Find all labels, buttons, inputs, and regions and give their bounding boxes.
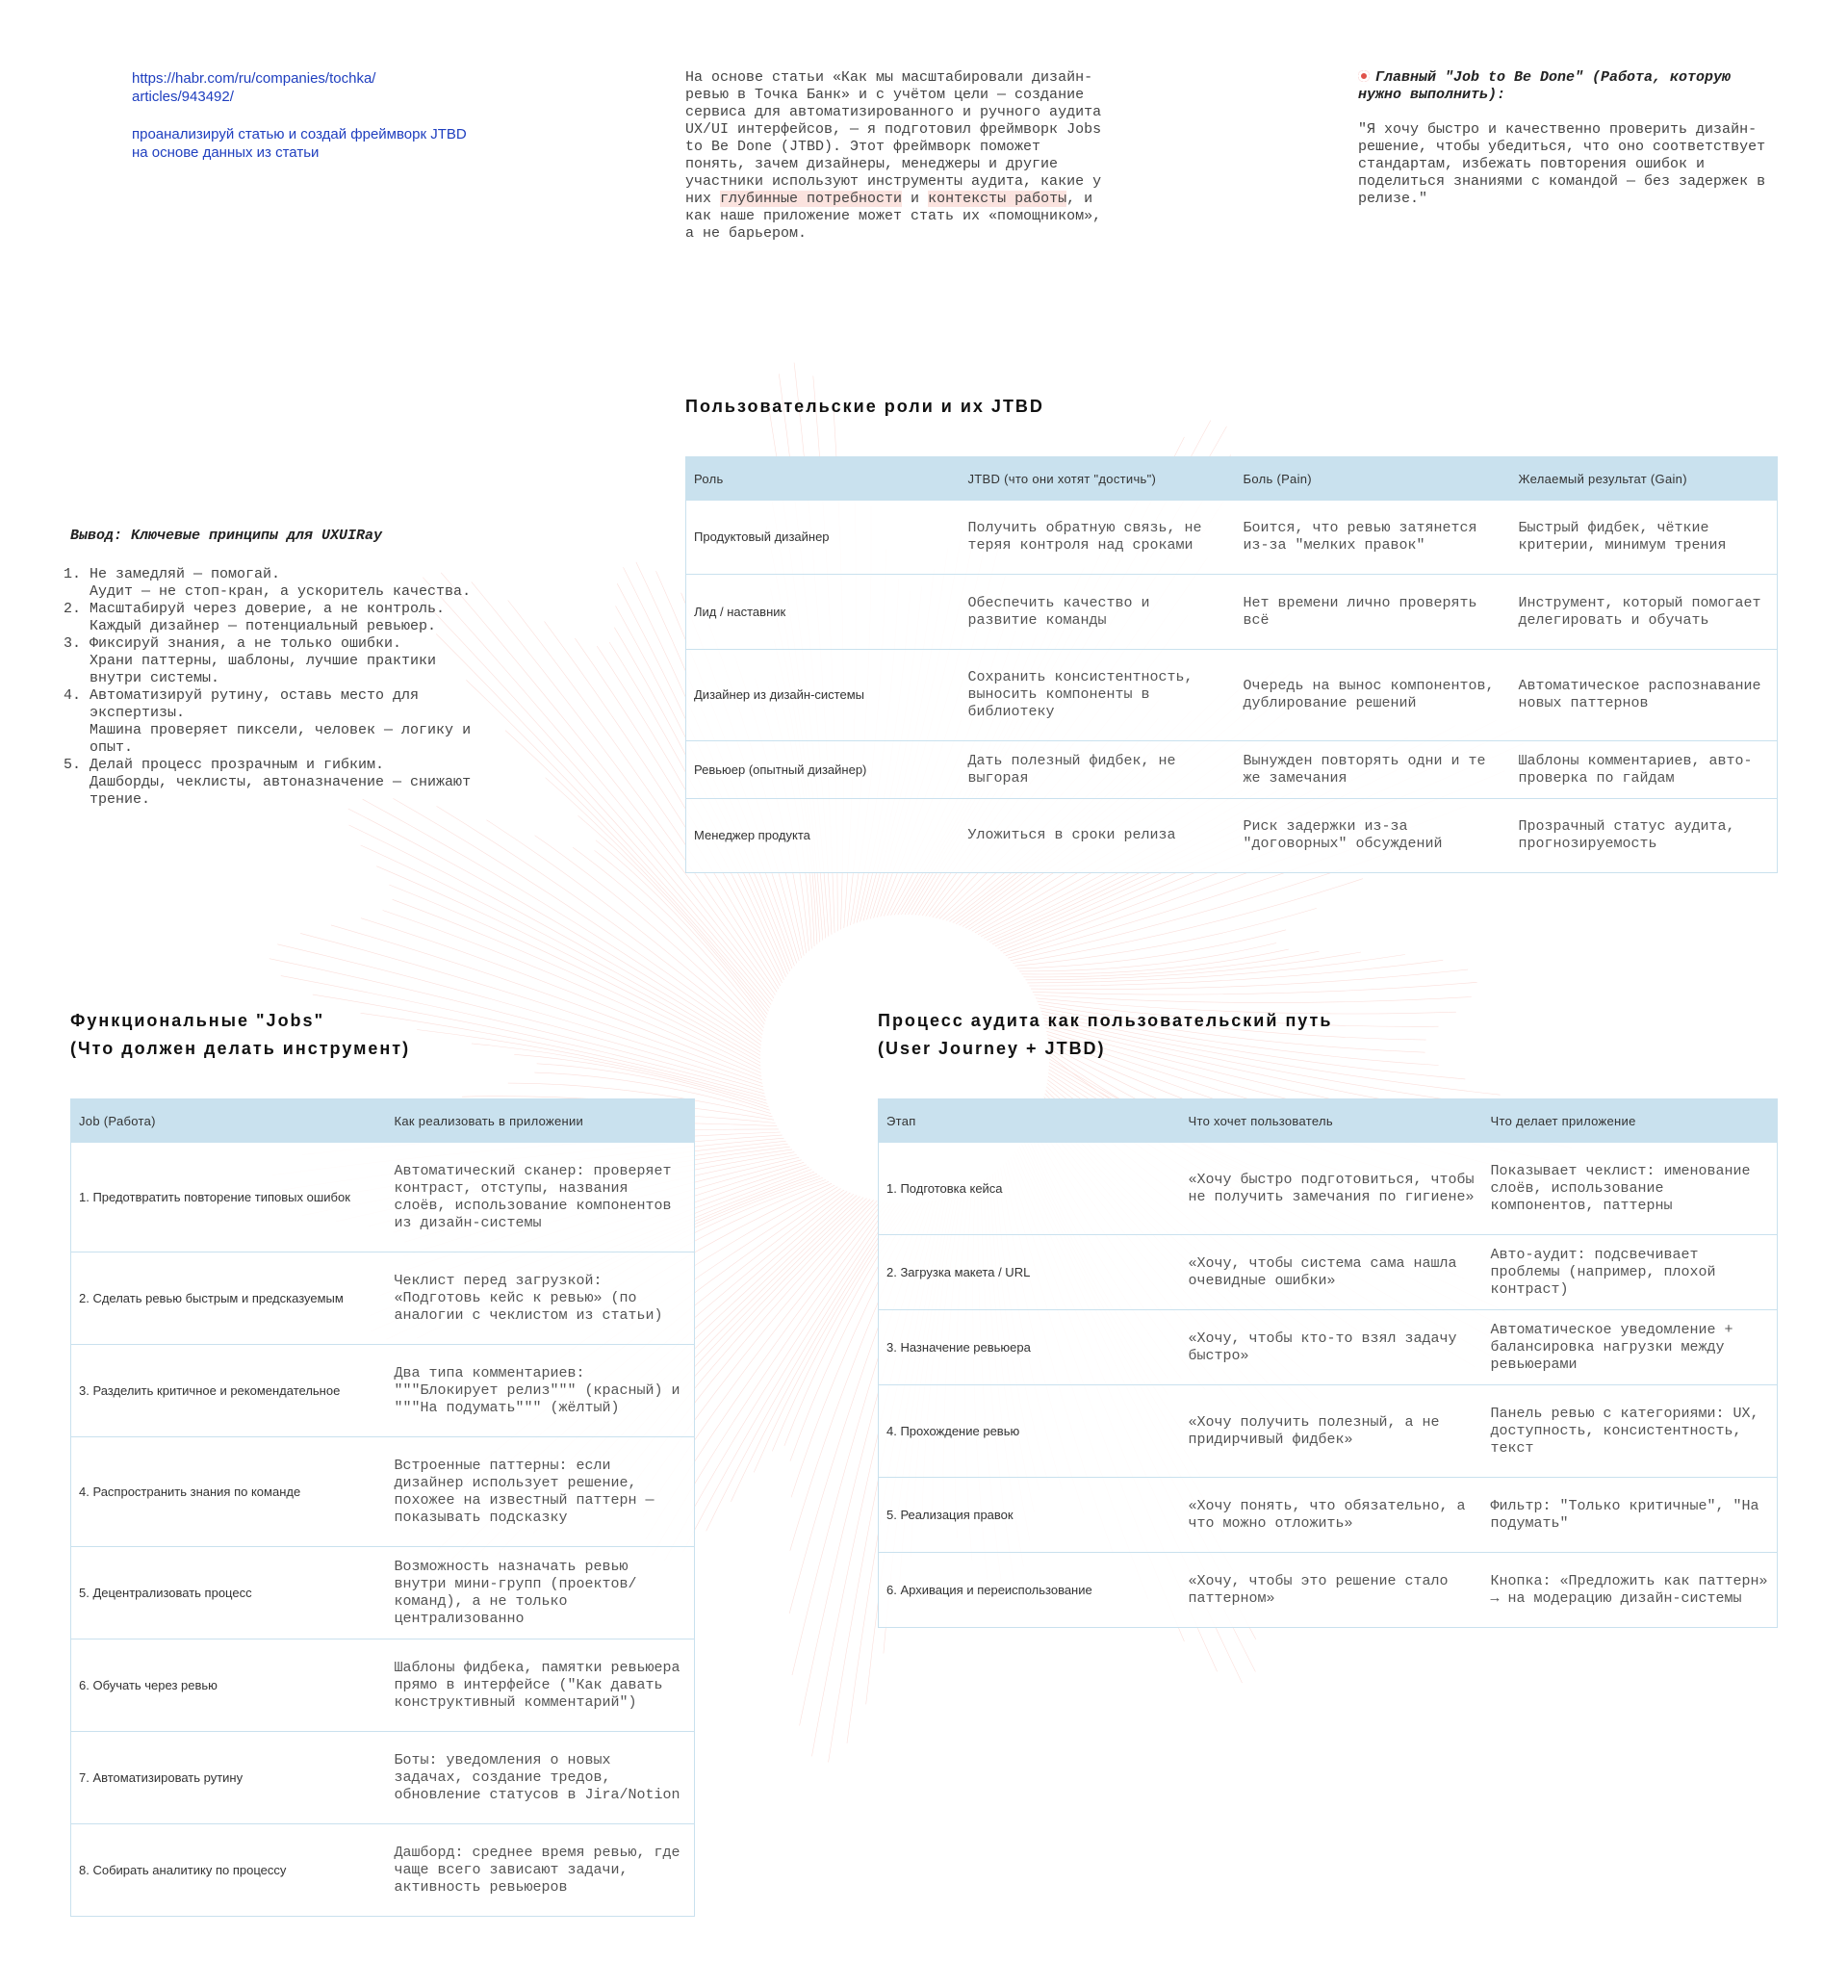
functional-header-row bbox=[71, 1099, 695, 1143]
journey-stage: 2. Загрузка макета / URL bbox=[879, 1235, 1181, 1310]
principles-list bbox=[70, 566, 494, 809]
intro-text-before: На основе статьи «Как мы масштабировали дизайн-ревью в Точка Банк» и с учётом цели — создание сервиса для автоматизированного и ручного аудита UX/UI интерфейсов, — я подготовил фреймворк Jobs to Be Done (JTBD). Этот фреймворк поможет понять, зачем дизайнеры, менеджеры и другие участники используют инструменты аудита, какие у них bbox=[685, 69, 1102, 207]
principle-item bbox=[90, 635, 494, 687]
journey-user-want: «Хочу, чтобы кто-то взял задачу быстро» bbox=[1181, 1310, 1483, 1385]
prompt-line2: на основе данных из статьи bbox=[132, 144, 320, 161]
conclusion-heading: Вывод: Ключевые принципы для UXUIRay bbox=[70, 528, 383, 544]
role-name: Ревьюер (опытный дизайнер) bbox=[686, 741, 961, 799]
table-row bbox=[71, 1547, 695, 1639]
functional-section-title bbox=[70, 1007, 410, 1063]
role-gain: Быстрый фидбек, чёткие критерии, минимум трения bbox=[1511, 501, 1778, 575]
roles-table bbox=[685, 456, 1778, 873]
job-name: 2. Сделать ревью быстрым и предсказуемым bbox=[71, 1252, 387, 1345]
journey-user-want: «Хочу понять, что обязательно, а что можно отложить» bbox=[1181, 1478, 1483, 1553]
journey-header-app-does: Что делает приложение bbox=[1483, 1099, 1778, 1143]
table-row bbox=[71, 1437, 695, 1547]
role-jtbd: Сохранить консистентность, выносить компоненты в библиотеку bbox=[961, 650, 1236, 741]
job-implementation: Чеклист перед загрузкой: «Подготовь кейс к ревью» (по аналогии с чеклистом из статьи) bbox=[387, 1252, 695, 1345]
job-implementation: Шаблоны фидбека, памятки ревьюера прямо в интерфейсе ("Как давать конструктивный комментарий") bbox=[387, 1639, 695, 1732]
role-pain: Нет времени лично проверять всё bbox=[1236, 575, 1511, 650]
table-row bbox=[879, 1235, 1778, 1310]
journey-header-user-wants: Что хочет пользователь bbox=[1181, 1099, 1483, 1143]
journey-app-action: Автоматическое уведомление + балансировка нагрузки между ревьюерами bbox=[1483, 1310, 1778, 1385]
principle-title: 5. Делай процесс прозрачным и гибким. bbox=[90, 757, 385, 773]
principle-title: 3. Фиксируй знания, а не только ошибки. bbox=[90, 635, 402, 652]
conclusion-block bbox=[70, 528, 494, 809]
table-row bbox=[686, 575, 1778, 650]
principle-detail: Храни паттерны, шаблоны, лучшие практики внутри системы. bbox=[90, 653, 437, 686]
intro-text-after: , и как наше приложение может стать их «помощником», а не барьером. bbox=[685, 191, 1102, 242]
functional-header-job: Job (Работа) bbox=[71, 1099, 387, 1143]
journey-stage: 4. Прохождение ревью bbox=[879, 1385, 1181, 1478]
user-prompt bbox=[132, 125, 536, 162]
role-name: Менеджер продукта bbox=[686, 799, 961, 873]
principle-detail: Аудит — не стоп-кран, а ускоритель качества. bbox=[90, 583, 472, 600]
job-implementation: Два типа комментариев: """Блокирует релиз""" (красный) и """На подумать""" (жёлтый) bbox=[387, 1345, 695, 1437]
table-row bbox=[686, 741, 1778, 799]
functional-jobs-table bbox=[70, 1098, 695, 1917]
table-row bbox=[71, 1639, 695, 1732]
roles-header-pain: Боль (Pain) bbox=[1236, 457, 1511, 501]
role-pain: Вынужден повторять одни и те же замечания bbox=[1236, 741, 1511, 799]
roles-header-jtbd: JTBD (что они хотят "достичь") bbox=[961, 457, 1236, 501]
main-job-heading-text: Главный "Job to Be Done" (Работа, которую нужно выполнить): bbox=[1358, 69, 1732, 103]
journey-table bbox=[878, 1098, 1778, 1628]
job-name: 3. Разделить критичное и рекомендательное bbox=[71, 1345, 387, 1437]
target-dart-icon bbox=[1358, 70, 1370, 82]
principle-item bbox=[90, 601, 494, 635]
role-pain: Очередь на вынос компонентов, дублирование решений bbox=[1236, 650, 1511, 741]
roles-section-title: Пользовательские роли и их JTBD bbox=[685, 397, 1044, 416]
intro-highlight-needs: глубинные потребности bbox=[720, 191, 903, 207]
principle-detail: Дашборды, чеклисты, автоназначение — снижают трение. bbox=[90, 774, 472, 808]
table-row bbox=[71, 1732, 695, 1824]
journey-app-action: Показывает чеклист: именование слоёв, использование компонентов, паттерны bbox=[1483, 1143, 1778, 1235]
job-implementation: Встроенные паттерны: если дизайнер использует решение, похожее на известный паттерн — показывать подсказку bbox=[387, 1437, 695, 1547]
table-row bbox=[686, 799, 1778, 873]
principle-detail: Каждый дизайнер — потенциальный ревьюер. bbox=[90, 618, 437, 634]
principle-detail: Машина проверяет пиксели, человек — логику и опыт. bbox=[90, 722, 472, 756]
roles-header-row bbox=[686, 457, 1778, 501]
intro-paragraph bbox=[685, 69, 1109, 243]
table-row bbox=[879, 1553, 1778, 1628]
intro-highlight-contexts: контексты работы bbox=[928, 191, 1067, 207]
role-pain: Боится, что ревью затянется из-за "мелких правок" bbox=[1236, 501, 1511, 575]
principle-item bbox=[90, 757, 494, 809]
job-name: 1. Предотвратить повторение типовых ошибок bbox=[71, 1143, 387, 1252]
table-row bbox=[71, 1345, 695, 1437]
role-jtbd: Уложиться в сроки релиза bbox=[961, 799, 1236, 873]
journey-section-title bbox=[878, 1007, 1332, 1063]
table-row bbox=[71, 1252, 695, 1345]
journey-app-action: Кнопка: «Предложить как паттерн» → на модерацию дизайн-системы bbox=[1483, 1553, 1778, 1628]
journey-app-action: Авто-аудит: подсвечивает проблемы (например, плохой контраст) bbox=[1483, 1235, 1778, 1310]
role-gain: Шаблоны комментариев, авто-проверка по гайдам bbox=[1511, 741, 1778, 799]
role-gain: Инструмент, который помогает делегировать и обучать bbox=[1511, 575, 1778, 650]
role-jtbd: Обеспечить качество и развитие команды bbox=[961, 575, 1236, 650]
journey-title-line1: Процесс аудита как пользовательский путь bbox=[878, 1011, 1333, 1030]
source-link-block bbox=[132, 69, 536, 162]
prompt-line1: проанализируй статью и создай фреймворк JTBD bbox=[132, 126, 467, 142]
journey-app-action: Фильтр: "Только критичные", "На подумать" bbox=[1483, 1478, 1778, 1553]
principle-title: 4. Автоматизируй рутину, оставь место для экспертизы. bbox=[90, 687, 420, 721]
roles-header-role: Роль bbox=[686, 457, 961, 501]
role-jtbd: Получить обратную связь, не теряя контроля над сроками bbox=[961, 501, 1236, 575]
functional-title-line1: Функциональные "Jobs" bbox=[70, 1011, 325, 1030]
main-job-block bbox=[1358, 69, 1782, 208]
job-name: 4. Распространить знания по команде bbox=[71, 1437, 387, 1547]
table-row bbox=[71, 1143, 695, 1252]
functional-header-how: Как реализовать в приложении bbox=[387, 1099, 695, 1143]
table-row bbox=[879, 1478, 1778, 1553]
role-gain: Прозрачный статус аудита, прогнозируемость bbox=[1511, 799, 1778, 873]
table-row bbox=[71, 1824, 695, 1917]
intro-text-between: и bbox=[902, 191, 929, 207]
main-job-heading bbox=[1358, 69, 1782, 104]
job-implementation: Автоматический сканер: проверяет контраст, отступы, названия слоёв, использование компонентов из дизайн-системы bbox=[387, 1143, 695, 1252]
journey-user-want: «Хочу, чтобы система сама нашла очевидные ошибки» bbox=[1181, 1235, 1483, 1310]
principle-title: 1. Не замедляй — помогай. bbox=[90, 566, 281, 582]
role-name: Лид / наставник bbox=[686, 575, 961, 650]
role-pain: Риск задержки из-за "договорных" обсуждений bbox=[1236, 799, 1511, 873]
journey-app-action: Панель ревью с категориями: UX, доступность, консистентность, текст bbox=[1483, 1385, 1778, 1478]
job-implementation: Возможность назначать ревью внутри мини-групп (проектов/команд), а не только централизованно bbox=[387, 1547, 695, 1639]
principle-title: 2. Масштабируй через доверие, а не контроль. bbox=[90, 601, 446, 617]
job-implementation: Дашборд: среднее время ревью, где чаще всего зависают задачи, активность ревьюеров bbox=[387, 1824, 695, 1917]
article-link[interactable] bbox=[132, 69, 536, 106]
journey-user-want: «Хочу, чтобы это решение стало паттерном» bbox=[1181, 1553, 1483, 1628]
role-jtbd: Дать полезный фидбек, не выгорая bbox=[961, 741, 1236, 799]
principle-item bbox=[90, 687, 494, 757]
table-row bbox=[879, 1143, 1778, 1235]
journey-header-row bbox=[879, 1099, 1778, 1143]
table-row bbox=[686, 650, 1778, 741]
journey-stage: 6. Архивация и переиспользование bbox=[879, 1553, 1181, 1628]
main-job-quote: "Я хочу быстро и качественно проверить дизайн-решение, чтобы убедиться, что оно соответствует стандартам, избежать повторения ошибок и поделиться знаниями с командой — без задержек в релизе." bbox=[1358, 121, 1766, 207]
article-link-line1: https://habr.com/ru/companies/tochka/ bbox=[132, 70, 376, 87]
journey-user-want: «Хочу получить полезный, а не придирчивый фидбек» bbox=[1181, 1385, 1483, 1478]
journey-stage: 5. Реализация правок bbox=[879, 1478, 1181, 1553]
role-name: Дизайнер из дизайн-системы bbox=[686, 650, 961, 741]
journey-user-want: «Хочу быстро подготовиться, чтобы не получить замечания по гигиене» bbox=[1181, 1143, 1483, 1235]
article-link-line2: articles/943492/ bbox=[132, 89, 234, 105]
table-row bbox=[686, 501, 1778, 575]
principle-item bbox=[90, 566, 494, 601]
job-name: 8. Собирать аналитику по процессу bbox=[71, 1824, 387, 1917]
role-name: Продуктовый дизайнер bbox=[686, 501, 961, 575]
journey-header-stage: Этап bbox=[879, 1099, 1181, 1143]
roles-header-gain: Желаемый результат (Gain) bbox=[1511, 457, 1778, 501]
table-row bbox=[879, 1310, 1778, 1385]
table-row bbox=[879, 1385, 1778, 1478]
journey-stage: 3. Назначение ревьюера bbox=[879, 1310, 1181, 1385]
job-name: 5. Децентрализовать процесс bbox=[71, 1547, 387, 1639]
job-implementation: Боты: уведомления о новых задачах, создание тредов, обновление статусов в Jira/Notion bbox=[387, 1732, 695, 1824]
journey-title-line2: (User Journey + JTBD) bbox=[878, 1039, 1106, 1058]
role-gain: Автоматическое распознавание новых паттернов bbox=[1511, 650, 1778, 741]
functional-title-line2: (Что должен делать инструмент) bbox=[70, 1039, 411, 1058]
job-name: 6. Обучать через ревью bbox=[71, 1639, 387, 1732]
journey-stage: 1. Подготовка кейса bbox=[879, 1143, 1181, 1235]
job-name: 7. Автоматизировать рутину bbox=[71, 1732, 387, 1824]
